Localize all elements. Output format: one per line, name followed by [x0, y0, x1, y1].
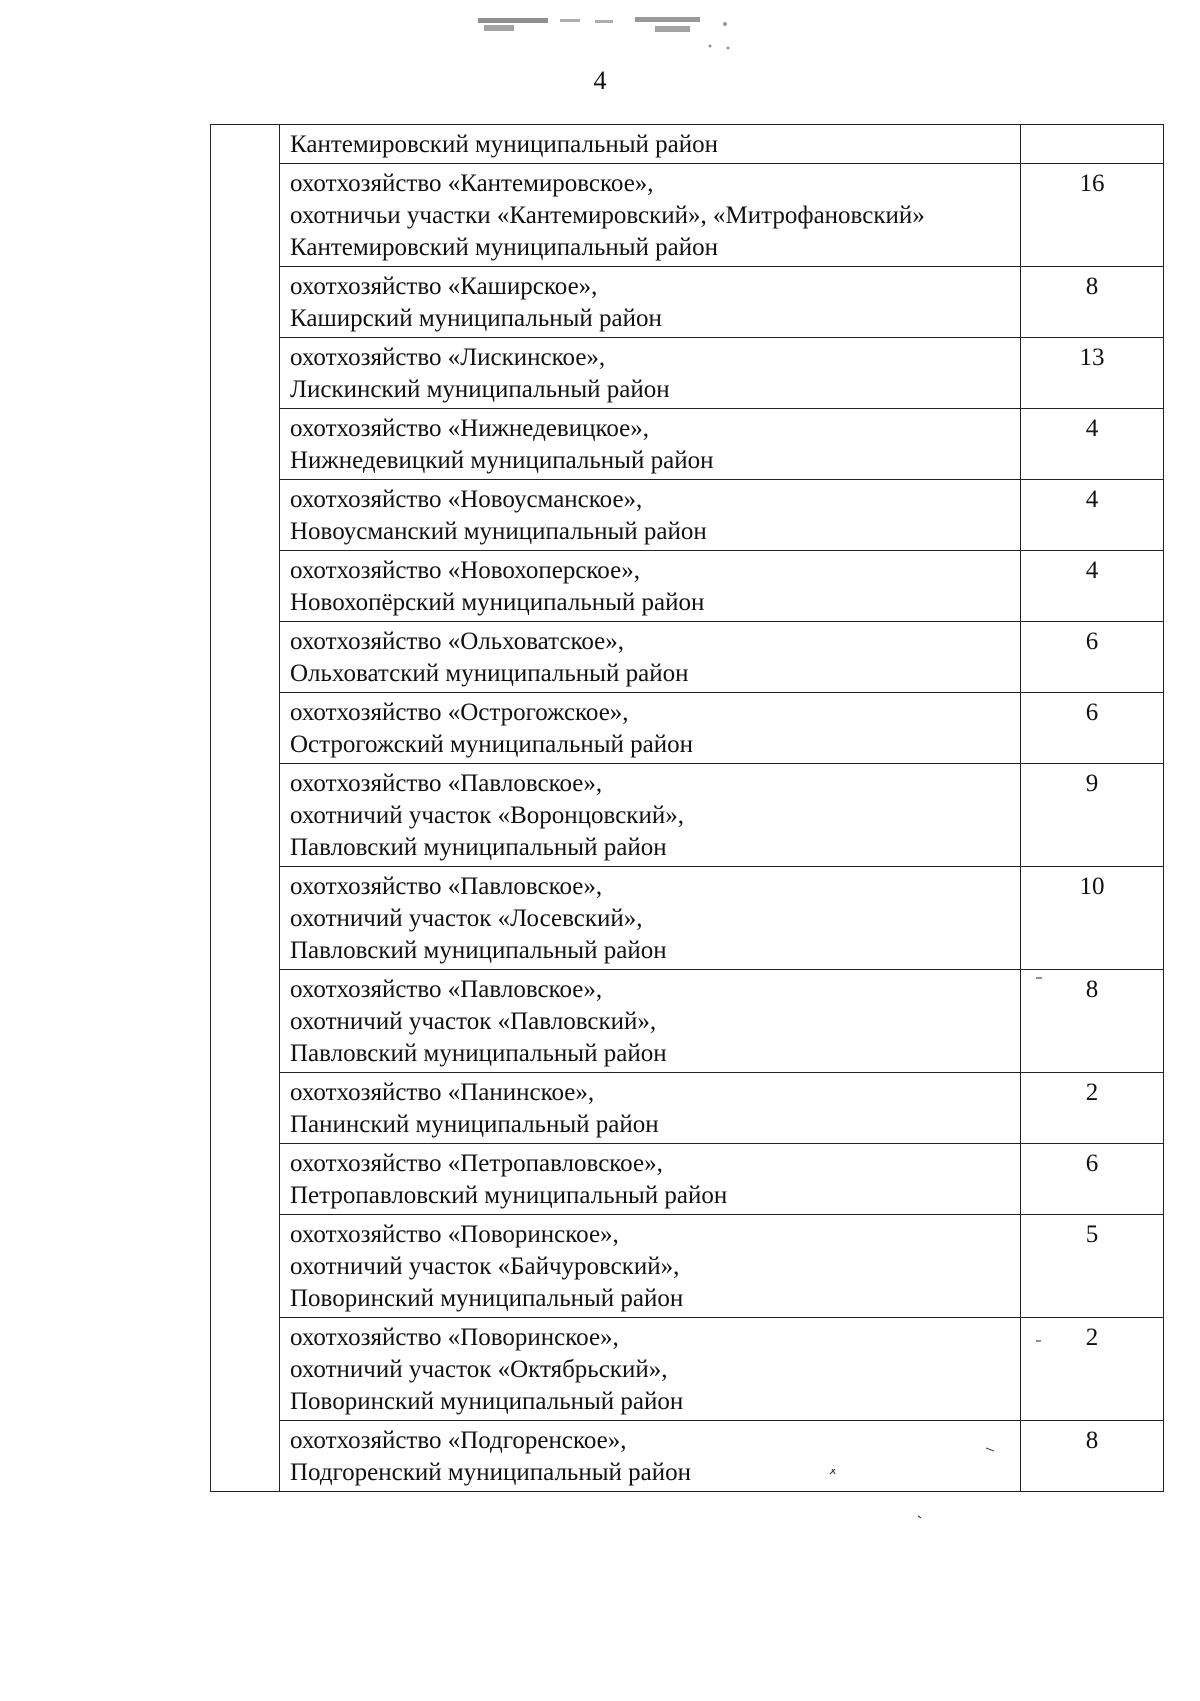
- name-cell: [280, 1073, 1021, 1144]
- value-cell: 5: [1021, 1215, 1164, 1318]
- row-line: охотхозяйство «Каширское»,: [290, 273, 598, 300]
- row-line: охотхозяйство «Новохоперское»,: [290, 557, 640, 584]
- value-cell: 8: [1021, 267, 1164, 338]
- value-cell: 2: [1021, 1318, 1164, 1421]
- name-cell: [280, 409, 1021, 480]
- value-cell: 16: [1021, 164, 1164, 267]
- table-row: [211, 1073, 1164, 1144]
- name-cell: [280, 480, 1021, 551]
- row-line: Острогожский муниципальный район: [290, 731, 694, 758]
- row-line: Подгоренский муниципальный район: [290, 1459, 691, 1486]
- row-line: охотхозяйство «Кантемировское»,: [290, 170, 654, 197]
- row-line: Ольховатский муниципальный район: [290, 660, 689, 687]
- row-line: Кантемировский муниципальный район: [290, 234, 719, 261]
- table-row: [211, 622, 1164, 693]
- name-cell: [280, 1318, 1021, 1421]
- table-row: [211, 764, 1164, 867]
- table-row: [211, 480, 1164, 551]
- index-cell: [211, 622, 280, 693]
- table-row: [211, 693, 1164, 764]
- row-line: охотхозяйство «Панинское»,: [290, 1079, 595, 1106]
- row-line: охотхозяйство «Ольховатское»,: [290, 628, 624, 655]
- scan-artifact: [470, 12, 770, 54]
- table-row: [211, 1215, 1164, 1318]
- value-cell: 4: [1021, 480, 1164, 551]
- name-cell: [280, 867, 1021, 970]
- value-cell: 13: [1021, 338, 1164, 409]
- index-cell: [211, 1144, 280, 1215]
- name-cell: [280, 970, 1021, 1073]
- index-cell: [211, 267, 280, 338]
- row-line: охотхозяйство «Подгоренское»,: [290, 1427, 627, 1454]
- row-line: охотничий участок «Лосевский»,: [290, 905, 643, 932]
- row-line: Панинский муниципальный район: [290, 1111, 659, 1138]
- value-cell: 10: [1021, 867, 1164, 970]
- section-header: Кантемировский муниципальный район: [290, 131, 719, 158]
- row-line: охотхозяйство «Острогожское»,: [290, 699, 629, 726]
- row-line: Нижнедевицкий муниципальный район: [290, 447, 714, 474]
- value-cell: 6: [1021, 693, 1164, 764]
- index-cell: [211, 1318, 280, 1421]
- section-header-cell: [280, 125, 1021, 164]
- value-cell: 9: [1021, 764, 1164, 867]
- row-line: Павловский муниципальный район: [290, 937, 667, 964]
- name-cell: [280, 693, 1021, 764]
- table-row: [211, 164, 1164, 267]
- row-line: охотхозяйство «Нижнедевицкое»,: [290, 415, 649, 442]
- table-row: [211, 1144, 1164, 1215]
- index-cell: [211, 970, 280, 1073]
- row-line: охотничий участок «Байчуровский»,: [290, 1253, 680, 1280]
- row-line: охотничий участок «Павловский»,: [290, 1008, 657, 1035]
- value-cell: 6: [1021, 1144, 1164, 1215]
- value-cell: 2: [1021, 1073, 1164, 1144]
- table-row: [211, 867, 1164, 970]
- index-cell: [211, 1215, 280, 1318]
- index-cell: [211, 409, 280, 480]
- value-cell: 8: [1021, 1421, 1164, 1492]
- row-line: охотхозяйство «Новоусманское»,: [290, 486, 643, 513]
- name-cell: [280, 164, 1021, 267]
- name-cell: [280, 764, 1021, 867]
- value-cell: 6: [1021, 622, 1164, 693]
- row-line: Павловский муниципальный район: [290, 1040, 667, 1067]
- index-cell: [211, 551, 280, 622]
- table-row: [211, 338, 1164, 409]
- row-line: охотничий участок «Воронцовский»,: [290, 802, 684, 829]
- row-line: Новоусманский муниципальный район: [290, 518, 707, 545]
- row-line: Каширский муниципальный район: [290, 305, 662, 332]
- row-line: охотничий участок «Октябрьский»,: [290, 1356, 668, 1383]
- index-cell: [211, 338, 280, 409]
- row-line: охотхозяйство «Поворинское»,: [290, 1221, 619, 1248]
- table-row: [211, 267, 1164, 338]
- table-row-section-header: [211, 125, 1164, 164]
- table-row: [211, 970, 1164, 1073]
- name-cell: [280, 551, 1021, 622]
- row-line: охотхозяйство «Петропавловское»,: [290, 1150, 663, 1177]
- row-line: Поворинский муниципальный район: [290, 1388, 684, 1415]
- index-cell: [211, 164, 280, 267]
- hunting-grounds-table: [210, 124, 1164, 1492]
- row-line: Лискинский муниципальный район: [290, 376, 670, 403]
- row-line: охотхозяйство «Поворинское»,: [290, 1324, 619, 1351]
- name-cell: [280, 338, 1021, 409]
- name-cell: [280, 622, 1021, 693]
- index-cell: [211, 867, 280, 970]
- table-row: [211, 551, 1164, 622]
- row-line: охотхозяйство «Павловское»,: [290, 770, 603, 797]
- table-row: [211, 1421, 1164, 1492]
- value-cell: 8: [1021, 970, 1164, 1073]
- name-cell: [280, 1215, 1021, 1318]
- name-cell: [280, 267, 1021, 338]
- index-cell: [211, 1073, 280, 1144]
- name-cell: [280, 1144, 1021, 1215]
- index-cell: [211, 125, 280, 164]
- row-line: охотхозяйство «Павловское»,: [290, 873, 603, 900]
- row-line: Петропавловский муниципальный район: [290, 1182, 728, 1209]
- table-row: [211, 409, 1164, 480]
- row-line: Поворинский муниципальный район: [290, 1285, 684, 1312]
- table-row: [211, 1318, 1164, 1421]
- index-cell: [211, 1421, 280, 1492]
- row-line: охотхозяйство «Лискинское»,: [290, 344, 606, 371]
- value-cell: [1021, 125, 1164, 164]
- row-line: Павловский муниципальный район: [290, 834, 667, 861]
- value-cell: 4: [1021, 409, 1164, 480]
- page-number: 4: [593, 66, 607, 95]
- name-cell: [280, 1421, 1021, 1492]
- index-cell: [211, 693, 280, 764]
- row-line: Новохопёрский муниципальный район: [290, 589, 705, 616]
- index-cell: [211, 480, 280, 551]
- row-line: охотничьи участки «Кантемировский», «Митрофановский»: [290, 202, 925, 229]
- value-cell: 4: [1021, 551, 1164, 622]
- index-cell: [211, 764, 280, 867]
- row-line: охотхозяйство «Павловское»,: [290, 976, 603, 1003]
